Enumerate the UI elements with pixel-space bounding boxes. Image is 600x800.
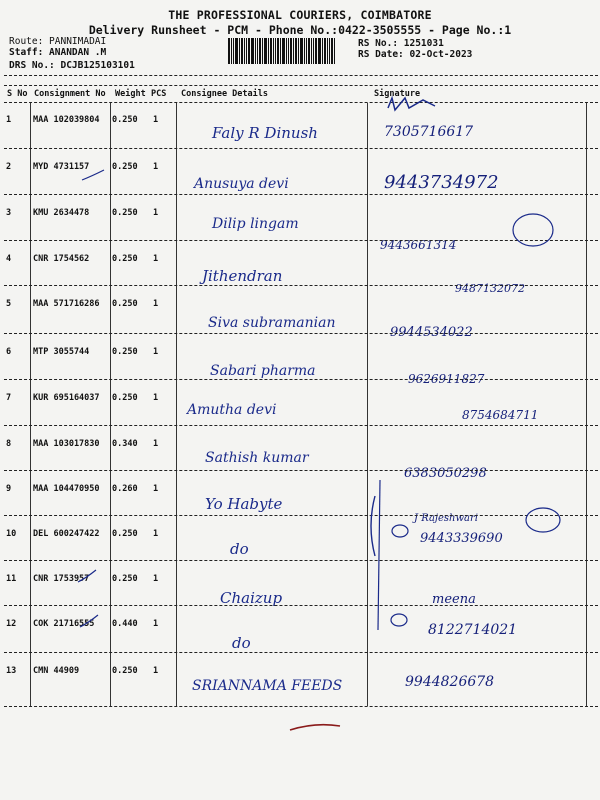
row-sno: 5 [6, 299, 12, 309]
row-sno: 1 [6, 115, 12, 125]
row-sno: 2 [6, 162, 12, 172]
row-sno: 6 [6, 347, 12, 357]
signature-handwriting: 9626911827 [408, 372, 485, 386]
signature-handwriting: 9443734972 [384, 172, 499, 193]
runsheet-subtitle: Delivery Runsheet - PCM - Phone No.:0422-3505555 - Page No.:1 [88, 23, 512, 37]
route-label: Route: PANNIMADAI [9, 36, 107, 47]
row-divider [4, 240, 598, 241]
row-consignment: CNR 1753957 [33, 574, 90, 584]
signature-handwriting: 9944826678 [405, 674, 495, 690]
row-weight: 0.340 [112, 439, 138, 449]
row-consignment: CNR 1754562 [33, 254, 90, 264]
row-pcs: 1 [153, 347, 159, 357]
consignee-handwriting: Yo Habyte [205, 495, 283, 513]
company-title: THE PROFESSIONAL COURIERS, COIMBATORE [168, 8, 432, 22]
row-consignment: CMN 44909 [33, 666, 80, 676]
consignee-handwriting: Sabari pharma [210, 363, 316, 379]
row-weight: 0.250 [112, 393, 138, 403]
col-sno: S No [7, 89, 28, 99]
row-divider [4, 194, 598, 195]
row-pcs: 1 [153, 439, 159, 449]
row-pcs: 1 [153, 666, 159, 676]
row-consignment: COK 21716555 [33, 619, 95, 629]
row-pcs: 1 [153, 208, 159, 218]
row-consignment: KUR 695164037 [33, 393, 100, 403]
rs-number: RS No.: 1251031 [358, 38, 444, 49]
consignee-handwriting: Chaizup [220, 589, 283, 607]
row-sno: 7 [6, 393, 12, 403]
row-pcs: 1 [153, 254, 159, 264]
consignee-handwriting: Amutha devi [187, 402, 277, 418]
consignee-handwriting: Sathish kumar [205, 450, 309, 466]
staff-label: Staff: ANANDAN .M [9, 47, 107, 58]
row-pcs: 1 [153, 484, 159, 494]
row-sno: 3 [6, 208, 12, 218]
consignee-handwriting: do [230, 540, 249, 558]
row-pcs: 1 [153, 162, 159, 172]
row-divider [4, 560, 598, 561]
row-consignment: MAA 103017830 [33, 439, 100, 449]
row-sno: 9 [6, 484, 12, 494]
row-pcs: 1 [153, 619, 159, 629]
row-consignment: MAA 104470950 [33, 484, 100, 494]
row-weight: 0.260 [112, 484, 138, 494]
row-weight: 0.250 [112, 529, 138, 539]
row-weight: 0.250 [112, 299, 138, 309]
signature-handwriting: 7305716617 [384, 124, 474, 140]
row-divider [4, 515, 598, 516]
consignee-handwriting: Anusuya devi [194, 176, 289, 192]
signature-handwriting: 9443339690 [420, 531, 503, 546]
row-weight: 0.250 [112, 208, 138, 218]
signature-handwriting: meena [432, 592, 476, 607]
row-pcs: 1 [153, 393, 159, 403]
signature-handwriting: 8754684711 [462, 408, 539, 422]
row-consignment: MAA 102039804 [33, 115, 100, 125]
barcode-icon [228, 38, 350, 64]
row-weight: 0.250 [112, 254, 138, 264]
row-sno: 8 [6, 439, 12, 449]
row-sno: 10 [6, 529, 17, 539]
signature-handwriting: J Rajeshwari [414, 513, 478, 524]
row-weight: 0.440 [112, 619, 138, 629]
divider [4, 85, 598, 86]
row-divider [4, 333, 598, 334]
row-consignment: KMU 2634478 [33, 208, 90, 218]
row-consignment: DEL 600247422 [33, 529, 100, 539]
row-sno: 12 [6, 619, 17, 629]
signature-handwriting: 9944534022 [390, 325, 473, 340]
consignee-handwriting: Faly R Dinush [212, 124, 318, 142]
row-divider [4, 425, 598, 426]
consignee-handwriting: do [232, 634, 251, 652]
consignee-handwriting: SRIANNAMA FEEDS [192, 678, 343, 694]
row-consignment: MAA 571716286 [33, 299, 100, 309]
col-signature: Signature [374, 89, 421, 99]
row-weight: 0.250 [112, 162, 138, 172]
row-pcs: 1 [153, 115, 159, 125]
row-divider [4, 706, 598, 707]
row-weight: 0.250 [112, 347, 138, 357]
signature-handwriting: 9487132072 [455, 282, 525, 295]
drs-number: DRS No.: DCJB125103101 [9, 60, 135, 71]
row-consignment: MYD 4731157 [33, 162, 90, 172]
row-divider [4, 379, 598, 380]
row-sno: 13 [6, 666, 17, 676]
row-divider [4, 605, 598, 606]
col-weight: Weight [115, 89, 146, 99]
row-divider [4, 148, 598, 149]
row-sno: 11 [6, 574, 17, 584]
row-consignment: MTP 3055744 [33, 347, 90, 357]
row-sno: 4 [6, 254, 12, 264]
signature-handwriting: 6383050298 [404, 466, 487, 481]
col-pcs: PCS [151, 89, 167, 99]
row-divider [4, 285, 598, 286]
col-consignment: Consignment No [34, 89, 106, 99]
rs-date: RS Date: 02-Oct-2023 [358, 49, 473, 60]
row-weight: 0.250 [112, 115, 138, 125]
row-pcs: 1 [153, 529, 159, 539]
divider [4, 102, 598, 103]
consignee-handwriting: Dilip lingam [212, 216, 299, 232]
signature-handwriting: 8122714021 [428, 622, 518, 638]
row-pcs: 1 [153, 574, 159, 584]
row-weight: 0.250 [112, 666, 138, 676]
consignee-handwriting: Siva subramanian [208, 315, 336, 331]
row-pcs: 1 [153, 299, 159, 309]
divider [4, 75, 598, 76]
consignee-handwriting: Jithendran [202, 267, 283, 285]
row-divider [4, 470, 598, 471]
row-divider [4, 652, 598, 653]
col-consignee: Consignee Details [181, 89, 268, 99]
row-weight: 0.250 [112, 574, 138, 584]
signature-handwriting: 9443661314 [380, 238, 457, 252]
